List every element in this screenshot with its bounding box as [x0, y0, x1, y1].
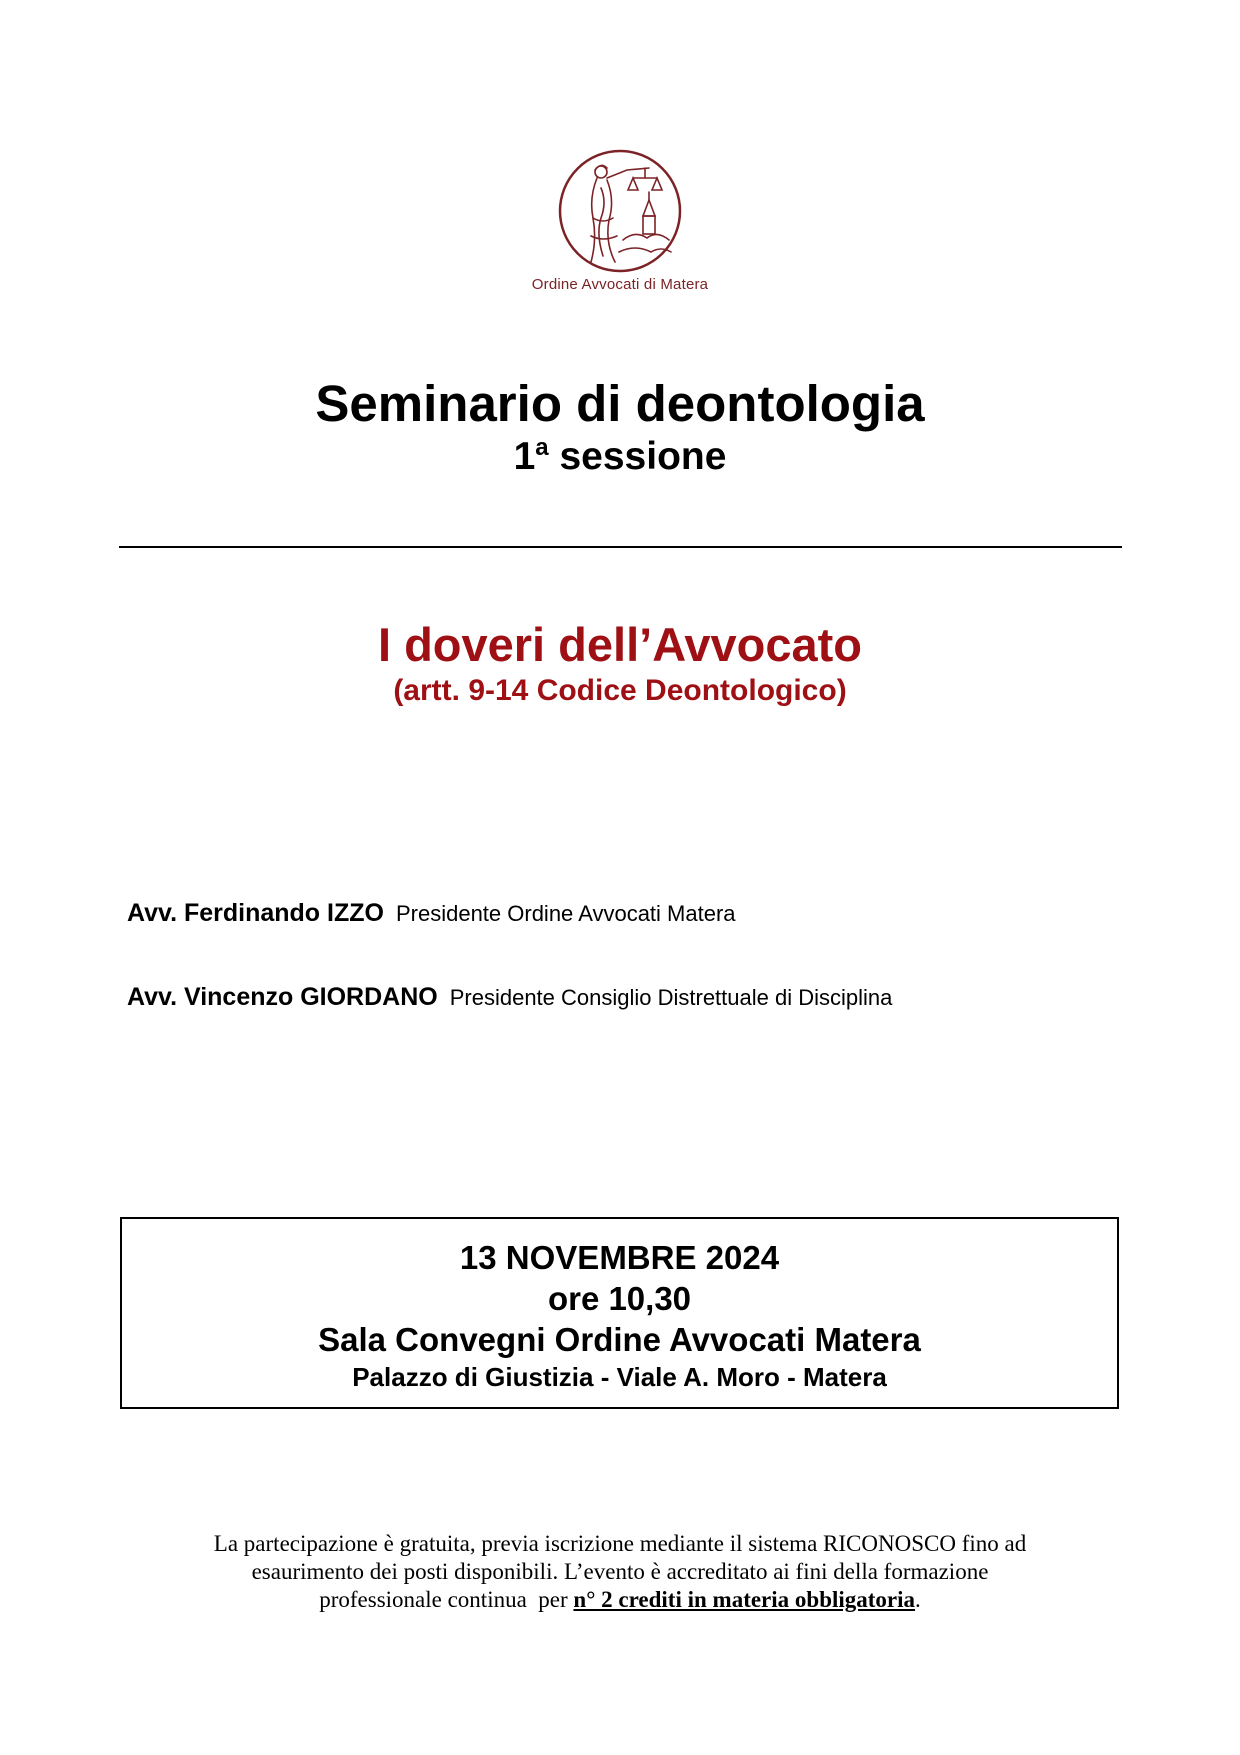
session-ordinal: a	[535, 434, 549, 461]
speaker-item	[127, 895, 892, 931]
session-word: sessione	[559, 435, 727, 478]
event-address: Palazzo di Giustizia - Viale A. Moro - Matera	[352, 1362, 887, 1392]
topic-title: I doveri dell’Avvocato	[377, 618, 863, 671]
session-subtitle	[0, 434, 1240, 480]
footer-note	[120, 1530, 1120, 1614]
session-number: 1	[513, 435, 536, 478]
topic-subtitle: (artt. 9-14 Codice Deontologico)	[393, 674, 847, 707]
logo	[0, 148, 1240, 293]
speaker-role: Presidente Ordine Avvocati Matera	[395, 901, 736, 926]
footer-line: La partecipazione è gratuita, previa iscrizione mediante il sistema RICONOSCO fino ad	[213, 1531, 1027, 1556]
event-venue: Sala Convegni Ordine Avvocati Matera	[318, 1321, 921, 1358]
credits-highlight: n° 2 crediti in materia obbligatoria	[573, 1587, 916, 1612]
speakers-list	[127, 895, 892, 1015]
divider	[119, 546, 1122, 548]
speaker-item	[127, 979, 892, 1015]
event-time: ore 10,30	[547, 1280, 692, 1317]
scales-of-justice-seal-icon	[557, 148, 683, 274]
event-date: 13 NOVEMBRE 2024	[459, 1239, 780, 1276]
event-details-box	[120, 1217, 1119, 1409]
footer-line-post: .	[915, 1587, 921, 1612]
footer-line: esaurimento dei posti disponibili. L’evento è accreditato ai fini della formazione	[251, 1559, 989, 1584]
speaker-name: Avv. Vincenzo GIORDANO	[127, 983, 438, 1011]
speaker-name: Avv. Ferdinando IZZO	[127, 899, 384, 927]
footer-line	[120, 1586, 1120, 1614]
speaker-role: Presidente Consiglio Distrettuale di Disciplina	[449, 985, 893, 1010]
org-name: Ordine Avvocati di Matera	[531, 276, 709, 293]
title-block	[0, 374, 1240, 480]
topic-block	[0, 617, 1240, 709]
footer-line-pre: professionale continua per	[319, 1587, 574, 1612]
page-title: Seminario di deontologia	[315, 375, 925, 432]
